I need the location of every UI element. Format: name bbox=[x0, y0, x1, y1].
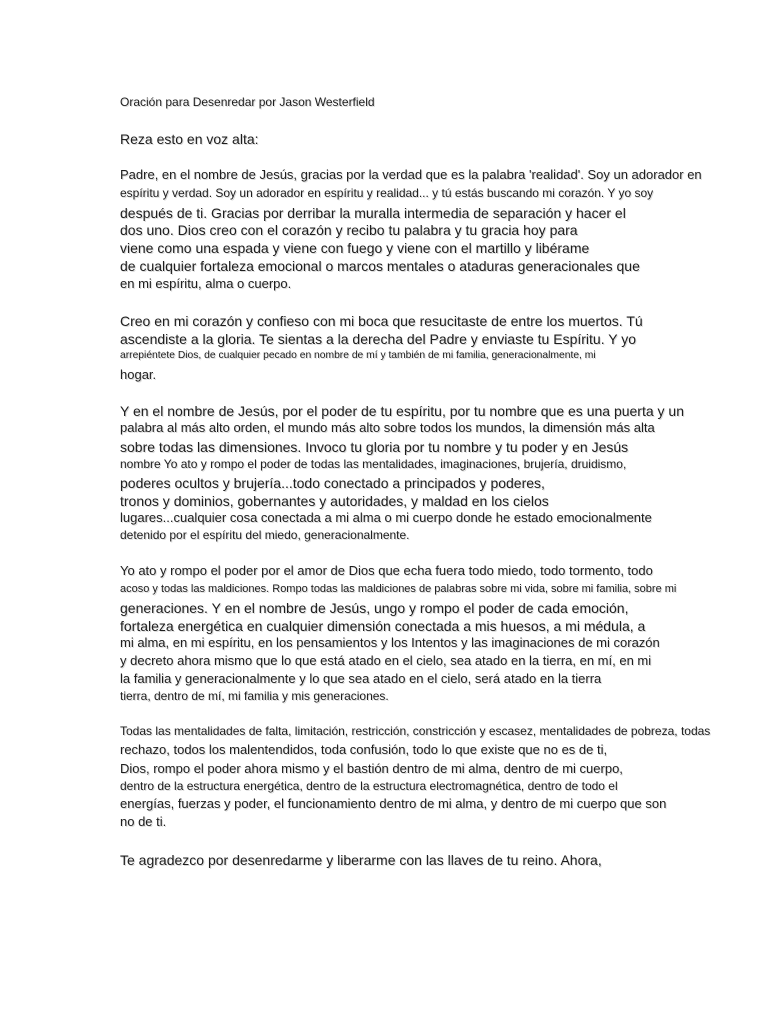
paragraph-line: hogar. bbox=[120, 367, 157, 382]
paragraph-line: espíritu y verdad. Soy un adorador en espíritu y realidad... y tú estás buscando mi corazón. Y yo soy bbox=[120, 186, 654, 200]
paragraph-line: generaciones. Y en el nombre de Jesús, ungo y rompo el poder de cada emoción, bbox=[120, 600, 629, 616]
paragraph-line: fortaleza energética en cualquier dimensión conectada a mis huesos, a mi médula, a bbox=[120, 618, 646, 634]
paragraph-line: Padre, en el nombre de Jesús, gracias por la verdad que es la palabra 'realidad'. Soy un adorador en bbox=[120, 167, 702, 182]
paragraph-line: Y en el nombre de Jesús, por el poder de tu espíritu, por tu nombre que es una puerta y un bbox=[120, 403, 684, 419]
paragraph-line: nombre Yo ato y rompo el poder de todas las mentalidades, imaginaciones, brujería, druidismo, bbox=[120, 457, 627, 471]
paragraph-line: Dios, rompo el poder ahora mismo y el bastión dentro de mi alma, dentro de mi cuerpo, bbox=[120, 761, 623, 776]
document-title: Oración para Desenredar por Jason Westerfield bbox=[120, 95, 375, 109]
paragraph-line: ascendiste a la gloria. Te sientas a la derecha del Padre y enviaste tu Espíritu. Y yo bbox=[120, 331, 636, 347]
paragraph-line: dentro de la estructura energética, dentro de la estructura electromagnética, dentro de todo el bbox=[120, 779, 618, 793]
paragraph-line: mi alma, en mi espíritu, en los pensamientos y los Intentos y las imaginaciones de mi corazón bbox=[120, 635, 660, 650]
paragraph-line: dos uno. Dios creo con el corazón y recibo tu palabra y tu gracia hoy para bbox=[120, 222, 578, 238]
paragraph-line: después de ti. Gracias por derribar la muralla intermedia de separación y hacer el bbox=[120, 205, 626, 221]
paragraph-line: y decreto ahora mismo que lo que está atado en el cielo, sea atado en la tierra, en mí, en mi bbox=[120, 653, 652, 668]
paragraph-line: poderes ocultos y brujería...todo conectado a principados y poderes, bbox=[120, 475, 545, 491]
paragraph-line: de cualquier fortaleza emocional o marcos mentales o ataduras generacionales que bbox=[120, 258, 640, 274]
paragraph-line: arrepiéntete Dios, de cualquier pecado en nombre de mí y también de mi familia, generacionalmente, mi bbox=[120, 350, 596, 361]
paragraph-line: Todas las mentalidades de falta, limitación, restricción, constricción y escasez, mentalidades de pobreza, todas bbox=[120, 724, 711, 738]
paragraph-line: Yo ato y rompo el poder por el amor de Dios que echa fuera todo miedo, todo tormento, todo bbox=[120, 563, 653, 578]
paragraph-line: acoso y todas las maldiciones. Rompo todas las maldiciones de palabras sobre mi vida, sobre mi familia, sobre mi bbox=[120, 583, 677, 595]
paragraph-line: sobre todas las dimensiones. Invoco tu gloria por tu nombre y tu poder y en Jesús bbox=[120, 439, 629, 455]
paragraph-line: rechazo, todos los malentendidos, toda confusión, todo lo que existe que no es de ti, bbox=[120, 742, 608, 757]
document-intro: Reza esto en voz alta: bbox=[120, 131, 259, 147]
paragraph-line: la familia y generacionalmente y lo que sea atado en el cielo, será atado en la tierra bbox=[120, 671, 602, 686]
paragraph-line: lugares...cualquier cosa conectada a mi alma o mi cuerpo donde he estado emocionalmente bbox=[120, 510, 652, 525]
paragraph-line: tierra, dentro de mí, mi familia y mis generaciones. bbox=[120, 689, 389, 703]
paragraph-line: Te agradezco por desenredarme y liberarme con las llaves de tu reino. Ahora, bbox=[120, 852, 602, 868]
paragraph-line: detenido por el espíritu del miedo, generacionalmente. bbox=[120, 528, 410, 542]
paragraph-line: palabra al más alto orden, el mundo más alto sobre todos los mundos, la dimensión más alta bbox=[120, 420, 655, 435]
paragraph-line: Creo en mi corazón y confieso con mi boca que resucitaste de entre los muertos. Tú bbox=[120, 313, 643, 329]
paragraph-line: viene como una espada y viene con fuego y viene con el martillo y libérame bbox=[120, 240, 590, 256]
paragraph-line: energías, fuerzas y poder, el funcionamiento dentro de mi alma, y dentro de mi cuerpo que son bbox=[120, 796, 667, 811]
paragraph-line: tronos y dominios, gobernantes y autoridades, y maldad en los cielos bbox=[120, 493, 549, 509]
paragraph-line: no de ti. bbox=[120, 814, 167, 829]
paragraph-line: en mi espíritu, alma o cuerpo. bbox=[120, 276, 292, 291]
